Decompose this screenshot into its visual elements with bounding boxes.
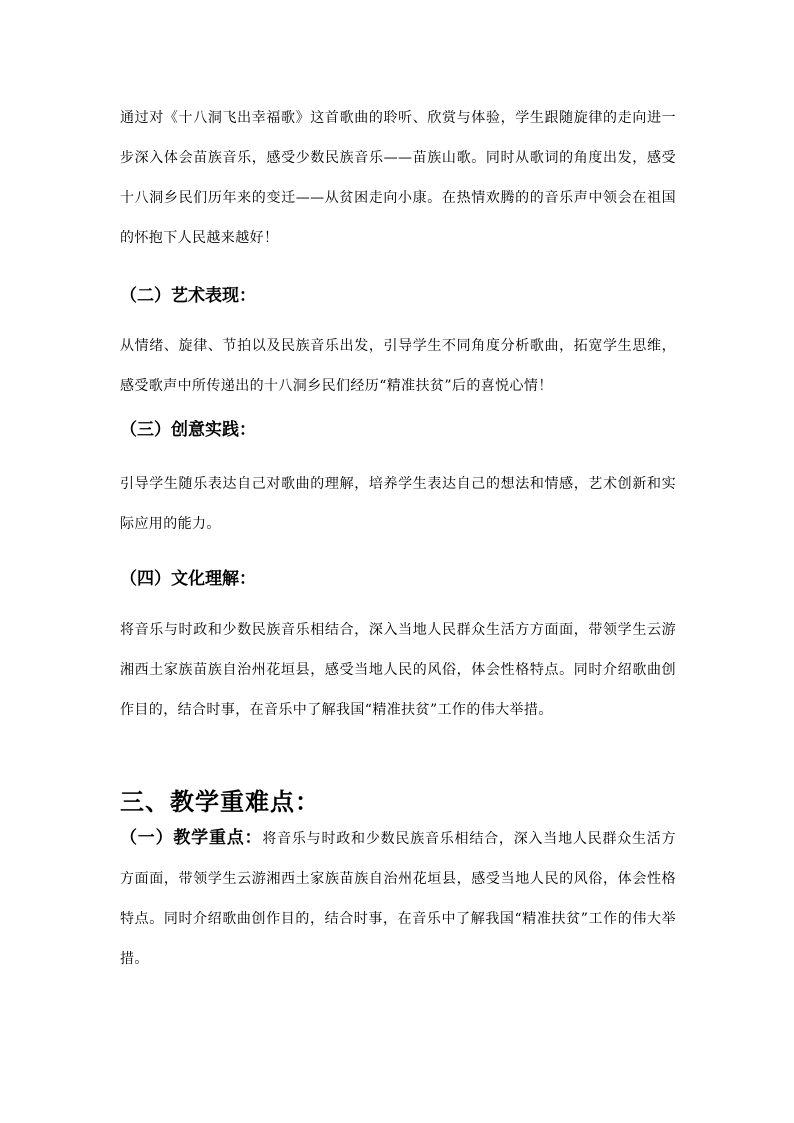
section-text-creative-practice: 引导学生随乐表达自己对歌曲的理解，培养学生表达自己的想法和情感，艺术创新和实际应用的能力。 [120, 476, 676, 532]
section-heading-creative-practice: （三）创意实践： [120, 420, 256, 440]
intro-paragraph: 通过对《十八洞飞出幸福歌》这首歌曲的聆听、欣赏与体验，学生跟随旋律的走向进一步深入体会苗族音乐，感受少数民族音乐——苗族山歌。同时从歌词的角度出发，感受十八洞乡民们历年来的变迁——从贫困走向小康。在热情欢腾的的音乐声中领会在祖国的怀抱下人民越来越好！ [120, 110, 676, 246]
section-heading-teaching-key-points: （一）教学重点： [120, 828, 263, 848]
section-text-cultural-understanding: 将音乐与时政和少数民族音乐相结合，深入当地人民群众生活方方面面，带领学生云游湘西土家族苗族自治州花垣县，感受当地人民的风俗，体会性格特点。同时介绍歌曲创作目的，结合时事，在音乐中了解我国“精准扶贫”工作的伟大举措。 [120, 622, 676, 718]
section-text-art-expression: 从情绪、旋律、节拍以及民族音乐出发，引导学生不同角度分析歌曲，拓宽学生思维，感受歌声中所传递出的十八洞乡民们经历“精准扶贫”后的喜悦心情！ [120, 338, 676, 394]
section-teaching-key-points [120, 818, 676, 979]
section-text-teaching-key-points: 将音乐与时政和少数民族音乐相结合，深入当地人民群众生活方方面面，带领学生云游湘西土家族苗族自治州花垣县，感受当地人民的风俗，体会性格特点。同时介绍歌曲创作目的，结合时事，在音乐中了解我国“精准扶贫”工作的伟大举措。 [120, 831, 676, 967]
section-heading-cultural-understanding: （四）文化理解： [120, 569, 256, 589]
major-heading-teaching-focus: 三、教学重难点： [120, 788, 320, 816]
section-heading-art-expression: （二）艺术表现： [120, 286, 256, 306]
